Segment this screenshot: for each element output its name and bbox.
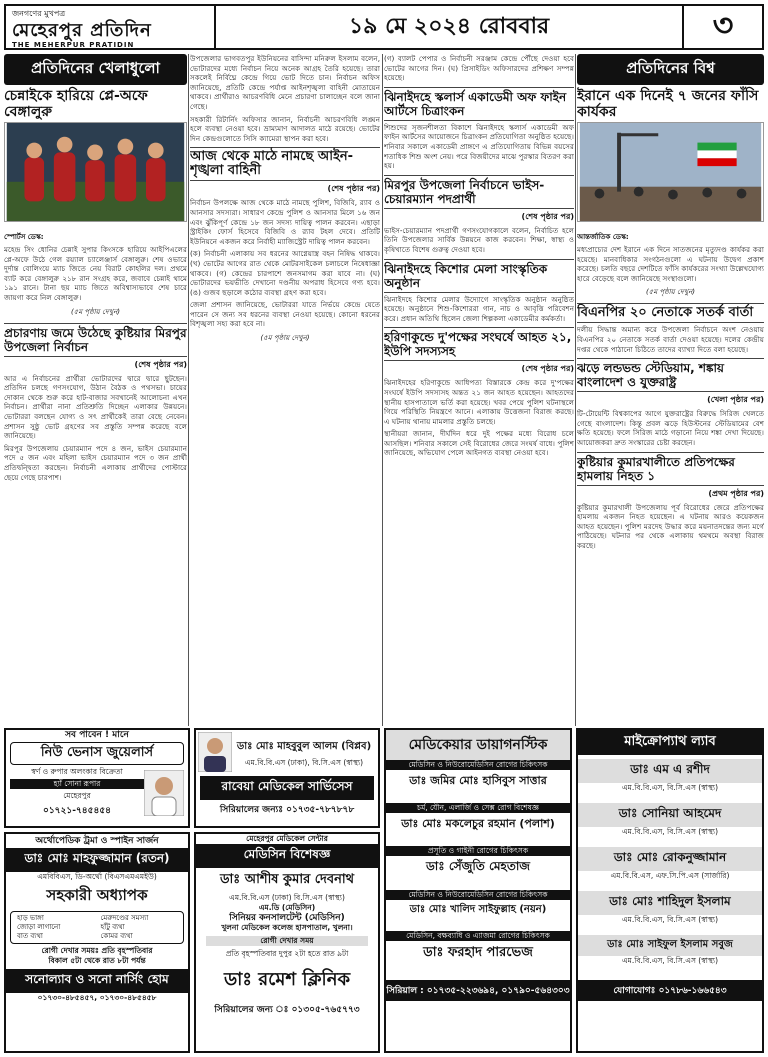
sports-photo-caption: স্পোর্টস ডেস্ক:	[4, 233, 44, 241]
article-continuation-2: সহকারী রিটার্নিং অফিসার জানান, নির্বাচনী আচরণবিধি লঙ্ঘন হলে ব্যবস্থা নেওয়া হবে। ভ্রাম্যমাণ আদালত মাঠে রয়েছে। ভোটের দিন কেন্দ্রগুলোতে সিসি ক্যামেরা স্থাপন করা হবে।	[190, 114, 380, 143]
bnp-headline[interactable]: বিএনপির ২০ নেতাকে সতর্ক বার্তা	[577, 303, 764, 323]
news-column-2	[190, 54, 380, 726]
page-number: ৩	[682, 6, 762, 48]
lab-degree-4: এম.বি.বি.এস, বি.সি.এস (স্বাস্থ্য)	[621, 915, 719, 924]
lab-doctor-1: ডাঃ এম এ রশীদ	[578, 759, 762, 783]
medicine-specialist-ad[interactable]	[194, 832, 380, 1053]
diagnostic-specialty-1: মেডিসিন ও নিউরোমেডিসিন রোগের চিকিৎসক	[386, 760, 570, 770]
iran-headline[interactable]: ইরানে এক দিনেই ৭ জনের ফাঁসি কার্যকর	[577, 88, 759, 120]
masthead	[4, 4, 764, 50]
newspaper-english-name: THE MEHERPUR PRATIDIN	[12, 41, 135, 49]
security-forces-headline[interactable]: আজ থেকে মাঠে নামছে আইন-শৃঙ্খলা বাহিনী	[190, 147, 380, 181]
sports-headline[interactable]: চেন্নাইকে হারিয়ে প্লে-অফে বেঙ্গালুরু	[4, 88, 148, 120]
diagnostic-specialty-2: চর্ম, যৌন, এলার্জি ও সেক্স রোগ বিশেষজ্ঞ	[386, 803, 570, 813]
diagnostic-specialty-3: প্রসূতি ও গাইনী রোগের চিকিৎসক	[386, 846, 570, 856]
iran-crowd-photo	[577, 122, 764, 222]
medicine-specialty: মেডিসিন বিশেষজ্ঞ	[196, 844, 378, 868]
diagnostic-phone: সিরিয়াল : ০১৭৩৫-২২৩৬৯৪, ০১৭৯০-৫৬৪৩০৩	[386, 980, 570, 1001]
news-column-3	[384, 54, 574, 726]
ortho-visit-day: রোগী দেখার সময়ঃ প্রতি বৃহস্পতিবার	[41, 946, 153, 955]
medicare-diagnostic-ad[interactable]	[384, 728, 572, 1053]
article-byline: (প্রথম পৃষ্ঠার পর)	[708, 488, 764, 498]
lab-doctor-4: ডাঃ মোঃ শাহিদুল ইসলাম	[578, 891, 762, 915]
masthead-logo-block	[6, 6, 216, 48]
medicine-degrees: এম.বি.বি.এস (ঢাকা) বি.সি.এস (স্বাস্থ্য)	[229, 893, 345, 902]
ortho-degrees: এমবিবিএস, ডি-অর্থো (বিএসএমএমইউ)	[37, 872, 157, 881]
viplob-degrees: এম.বি.বি.এস (ঢাকা), বি.সি.এস (স্বাস্থ্য)	[244, 757, 364, 767]
newspaper-name: মেহেরপুর প্রতিদিন	[12, 20, 152, 41]
article-continuation: উপজেলার ভাগবতপুর ইউনিয়নের বাসিন্দা মনিরুল ইসলাম বলেন, ভোটারদের মধ্যে নির্বাচন নিয়ে অনেক আগ্রহ তৈরি হয়েছে। তারা সকলেই নির্বিঘ্নে কেন্দ্রে গিয়ে ভোট দিতে চান। নির্বাচন অফিস জানিয়েছে, প্রতিটি কেন্দ্রে পর্যাপ্ত আইনশৃঙ্খলা বাহিনী মোতায়েন থাকবে। প্রার্থীরাও আচরণবিধি মেনে প্রচারণা চালাচ্ছেন বলে জানা গেছে।	[190, 54, 380, 111]
article-byline: (শেষ পৃষ্ঠার পর)	[327, 184, 380, 194]
security-rules-list: (ক) নির্বাচনী এলাকায় সব ধরনের আগ্নেয়াস্ত্র বহন নিষিদ্ধ থাকবে। (খ) ভোটের আগের রাত থেকে মোটরসাইকেল চলাচলে নিষেধাজ্ঞা থাকবে। (গ) কেন্দ্রের চারপাশে জনসমাগম করা যাবে না। (ঘ) ভোটারদের ভয়ভীতি দেখানো দণ্ডনীয় অপরাধ হিসেবে গণ্য হবে। (ঙ) গুজব ছড়ালে কঠোর ব্যবস্থা গ্রহণ করা হবে।	[190, 249, 380, 297]
lab-degree-5: এম.বি.বি.এস, বি.সি.এস (স্বাস্থ্য)	[621, 956, 719, 965]
article-byline: (শেষ পৃষ্ঠার পর)	[521, 364, 574, 374]
lab-degree-1: এম.বি.বি.এস, বি.সি.এস (স্বাস্থ্য)	[621, 783, 719, 792]
sports-section-title: প্রতিদিনের খেলাধুলো	[4, 54, 187, 85]
column-divider	[188, 54, 189, 726]
kumarkhali-article-body: কুষ্টিয়ার কুমারখালী উপজেলায় পূর্ব বিরোধের জেরে প্রতিপক্ষের হামলায় একজন নিহত হয়েছেন। এ ঘটনায় আরও কয়েকজন আহত হয়েছেন। পুলিশ মরদেহ উদ্ধার করে ময়নাতদন্তের জন্য মর্গে পাঠিয়েছে। ঘটনার পর থেকে এলাকায় থমথমে অবস্থা বিরাজ করছে।	[577, 502, 764, 550]
ortho-specialty: অর্থোপেডিক ট্রমা ও স্পাইন সার্জন	[35, 836, 159, 846]
medicine-doctor-name: ডাঃ আশীষ কুমার দেবনাথ	[219, 872, 355, 887]
medicine-post: সিনিয়র কনসালটেন্ট (মেডিসিন)	[229, 913, 345, 923]
stadium-headline[interactable]: ঝড়ে লন্ডভন্ড স্টেডিয়াম, শঙ্কায় বাংলাদেশ ও যুক্তরাষ্ট্র	[577, 358, 764, 392]
service-item: জোড়া লাগানো	[17, 923, 61, 931]
column-divider	[575, 54, 576, 726]
service-item: বাত ব্যথা	[17, 932, 43, 940]
jewellers-tagline: সব পাবেন ! মানে	[65, 730, 129, 740]
security-article-body: নির্বাচন উপলক্ষে আজ থেকে মাঠে নামছে পুলিশ, বিজিবি, র‌্যাব ও আনসার সদস্যরা। সাধারণ কেন্দ্রে পুলিশ ও আনসার মিলে ১৬ জন এবং ঝুঁকিপূর্ণ কেন্দ্রে ১৮ জন সদস্য দায়িত্ব পালন করবেন। এছাড়া স্ট্রাইকিং ফোর্স হিসেবে বিজিবি ও র‌্যাব টহল দেবে। প্রতিটি ইউনিয়নে একজন করে নির্বাহী ম্যাজিস্ট্রেট দায়িত্ব পালন করবেন।	[190, 198, 380, 246]
rabeya-clinic-name: রাবেয়া মেডিকেল সার্ভিসেস	[200, 776, 374, 800]
clash-headline[interactable]: হরিণাকুন্ডে দু'পক্ষের সংঘর্ষে আহত ২১, ইউপি সদস্যসহ	[384, 327, 574, 361]
diagnostic-doctor-4: ডাঃ মোঃ খালিদ সাইফুল্লাহ (নয়ন)	[409, 904, 547, 915]
diagnostic-specialty-5: মেডিসিন, বক্ষব্যাধি ও এ্যাজমা রোগের চিকিৎসক	[386, 931, 570, 941]
continued-note: (৫ম পৃষ্ঠায় দেখুন)	[260, 334, 310, 343]
art-article-body: শিশুদের সৃজনশীলতা বিকাশে ঝিনাইদহে স্কলার্স একাডেমী অফ ফাইন আর্টসের আয়োজনে চিত্রাংকন প্রতিযোগিতা অনুষ্ঠিত হয়েছে। শনিবার সকালে একাডেমী প্রাঙ্গণে এ প্রতিযোগিতায় বিভিন্ন বয়সের শতাধিক শিশু অংশ নেয়। পরে বিজয়ীদের মাঝে পুরস্কার বিতরণ করা হয়।	[384, 122, 574, 171]
orthopedic-ad[interactable]	[4, 832, 190, 1053]
lab-phone: যোগাযোগঃ ০১৭৮৬-১৬৬৫৪৩	[578, 980, 762, 1001]
election-headline[interactable]: প্রচারণায় জমে উঠেছে কুষ্টিয়ার মিরপুর উপজেলা নির্বাচন	[4, 323, 187, 357]
lab-doctor-3: ডাঃ মোঃ রোকনুজ্জামান	[578, 847, 762, 871]
issue-date: ১৯ মে ২০২৪ রোববার	[348, 13, 550, 39]
election-article-body: আর এ নির্বাচনের প্রার্থীরা ভোটারদের দ্বারে দ্বারে ছুটছেন। প্রতিদিন চলছে গণসংযোগ, উঠান বৈঠক ও পথসভা। চায়ের দোকান থেকে শুরু করে হাট-বাজার সবখানেই আলোচনা এখন নির্বাচন। প্রার্থীরা নানা প্রতিশ্রুতি দিচ্ছেন এলাকার উন্নয়নে। ভোটাররা বলছেন যোগ্য ও সৎ প্রার্থীকেই তারা বেছে নেবেন। প্রশাসন সুষ্ঠু ভোট গ্রহণের সব প্রস্তুতি সম্পন্ন করেছে বলে জানিয়েছে।	[4, 373, 187, 441]
medicine-center: মেহেরপুর মেডিকেল সেন্টার	[246, 834, 328, 843]
doctor-portrait-icon	[198, 732, 232, 772]
election-article-body-2: মিরপুর উপজেলায় চেয়ারম্যান পদে ৪ জন, ভাইস চেয়ারম্যান পদে ৫ জন এবং মহিলা ভাইস চেয়ারম্যান পদে ৩ জন প্রার্থী প্রতিদ্বন্দ্বিতা করছেন। নির্বাচনী এলাকায় প্রার্থীদের পোস্টারে ছেয়ে গেছে চারপাশ।	[4, 443, 187, 482]
diagnostic-doctor-3: ডাঃ সেঁজুতি মেহতাজ	[425, 859, 531, 873]
jewellers-location: মেহেরপুর	[63, 791, 91, 800]
ortho-post: সহকারী অধ্যাপক	[46, 886, 148, 904]
owner-portrait-icon	[144, 770, 184, 816]
medicine-md: এম.ডি (মেডিসিন)	[258, 903, 316, 912]
ortho-phone: ০১৭৩০-৪৮৫৪৫৭, ০১৭৩০-৪৮৫৪৫৮	[37, 993, 157, 1002]
advertisements-area	[4, 728, 764, 1053]
medicine-hospital: খুলনা মেডিকেল কলেজ হাসপাতাল, খুলনা।	[221, 923, 353, 932]
diagnostic-doctor-2: ডাঃ মোঃ মকলেচুর রহমান (পলাশ)	[401, 817, 555, 830]
micropath-lab-ad[interactable]	[576, 728, 764, 1053]
world-photo-caption: আন্তর্জাতিক ডেস্ক:	[577, 233, 629, 241]
cricket-team-photo	[4, 122, 187, 222]
medicine-visit-time: প্রতি বৃহস্পতিবার দুপুর ২টা হতে রাত ৯টা	[225, 949, 349, 958]
cultural-article-body: ঝিনাইদহে কিশোর মেলার উদ্যোগে সাংস্কৃতিক অনুষ্ঠান অনুষ্ঠিত হয়েছে। অনুষ্ঠানে শিশু-কিশোররা গান, নাচ ও আবৃত্তি পরিবেশন করে। প্রধান অতিথি ছিলেন জেলা শিল্পকলা একাডেমীর কর্মকর্তা।	[384, 294, 574, 323]
iran-article-body: মধ্যপ্রাচ্যের দেশ ইরানে এক দিনে সাতজনের মৃত্যুদণ্ড কার্যকর করা হয়েছে। মানবাধিকার সংগঠনগুলো এ ঘটনায় উদ্বেগ প্রকাশ করেছে। চলতি বছরে দেশটিতে ফাঁসি কার্যকরের সংখ্যা উল্লেখযোগ্য হারে বেড়েছে বলে জানিয়েছে সংস্থাগুলো।	[577, 245, 764, 283]
viplob-doctor-name: ডাঃ মোঃ মাহবুবুল আলম (বিপ্লব)	[236, 740, 372, 752]
medicine-phone: সিরিয়ালের জন্য ঃ ০১৩০৫-৭৬৫৭৭৩	[214, 1005, 360, 1015]
sports-article-body: মহেন্দ্র সিং ধোনির চেন্নাই সুপার কিংসকে হারিয়ে আইপিএলের প্লে-অফে উঠে গেল রয়্যাল চ্যালেঞ্জার্স বেঙ্গালুরু। শেষ ওভারে দুর্দান্ত বোলিংয়ে ম্যাচ জিতে নেয় বিরাট কোহলির দল। প্রথমে ব্যাট করে বেঙ্গালুরু ২১৮ রান সংগ্রহ করে, জবাবে চেন্নাই থামে ১৯১ রানে। টানা ছয় ম্যাচ জিতে অবিশ্বাস্যভাবে শেষ চারে জায়গা করে নিল বেঙ্গালুরু।	[4, 245, 187, 302]
sports-column	[4, 54, 187, 726]
diagnostic-doctor-5: ডাঃ ফরহাদ পারভেজ	[423, 945, 533, 960]
diagnostic-doctor-1: ডাঃ জমির মোঃ হাসিবুস সাত্তার	[409, 774, 547, 787]
viplob-phone: সিরিয়ালের জন্যঃ ০১৭৩৫-৭৮৭৮৭৮	[219, 805, 355, 815]
service-item: হাঁটু ব্যথা	[100, 923, 125, 931]
jewellers-ad[interactable]	[4, 728, 190, 828]
vice-chairman-headline[interactable]: মিরপুর উপজেলা নির্বাচনে ভাইস-চেয়ারম্যান পদপ্রার্থী	[384, 175, 574, 209]
clash-article-body-2: স্থানীয়রা জানান, দীর্ঘদিন ধরে দুই পক্ষের মধ্যে বিরোধ চলে আসছিল। শনিবার সকালে সেই বিরোধের জেরে সংঘর্ষ বাধে। পুলিশ জানিয়েছে, অভিযোগ পেলে আইনগত ব্যবস্থা নেওয়া হবে।	[384, 429, 574, 458]
article-continuation: (গ) ব্যালট পেপার ও নির্বাচনী সরঞ্জাম কেন্দ্রে পৌঁছে দেওয়া হবে ভোটের আগের দিন। (ঘ) প্রিসাইডিং অফিসারদের প্রশিক্ষণ সম্পন্ন হয়েছে।	[384, 54, 574, 83]
diagnostic-specialty-4: মেডিসিন ও নিউরোমেডিসিন রোগের চিকিৎসক	[386, 890, 570, 900]
continued-note: (৫ম পৃষ্ঠায় দেখুন)	[70, 307, 121, 316]
security-article-body-2: জেলা প্রশাসন জানিয়েছে, ভোটাররা যাতে নির্ভয়ে কেন্দ্রে যেতে পারেন সে জন্য সব ধরনের ব্যবস্থা নেওয়া হয়েছে। কোনো ধরনের বিশৃঙ্খলা সহ্য করা হবে না।	[190, 300, 380, 329]
article-byline: (শেষ পৃষ্ঠার পর)	[521, 211, 574, 221]
art-competition-headline[interactable]: ঝিনাইদহে স্কলার্স একাডেমী অফ ফাইন আর্টসে চিত্রাংকন	[384, 87, 574, 121]
world-column	[577, 54, 764, 726]
lab-doctor-5: ডাঃ মোঃ সাইফুল ইসলাম সবুজ	[578, 935, 762, 956]
masthead-tagline: জনগণের মুখপত্র	[12, 9, 66, 18]
column-divider	[382, 54, 383, 726]
ortho-doctor-name: ডাঃ মোঃ মাহফুজ্জামান (রতন)	[6, 848, 188, 872]
lab-doctor-2: ডাঃ সোনিয়া আহমেদ	[578, 803, 762, 827]
article-byline: (শেষ পৃষ্ঠার পর)	[134, 359, 187, 369]
article-byline: (খেলা পৃষ্ঠার পর)	[707, 395, 764, 405]
ortho-services-list	[10, 911, 184, 944]
jewellers-line-2: হ্যাঁ সোনা রূপার	[10, 779, 144, 789]
medicine-visit-label: রোগী দেখার সময়	[206, 936, 368, 946]
lab-degree-3: এম.বি.বি.এস, এফ.সি.পি.এস (সার্জারি)	[610, 871, 730, 880]
ortho-visit-time: বিকাল ৫টা থেকে রাত ৮টা পর্যন্ত	[48, 956, 146, 965]
vice-chairman-body: ভাইস-চেয়ারম্যান পদপ্রার্থী গণসংযোগকালে বলেন, নির্বাচিত হলে তিনি উপজেলার সার্বিক উন্নয়নে কাজ করবেন। শিক্ষা, স্বাস্থ্য ও কৃষিখাতে বিশেষ গুরুত্ব দেওয়া হবে।	[384, 225, 574, 254]
ramesh-clinic-name: ডাঃ রমেশ ক্লিনিক	[223, 969, 351, 990]
jewellers-name: নিউ ভেনাস জুয়েলার্স	[10, 742, 184, 765]
bnp-article-body: দলীয় সিদ্ধান্ত অমান্য করে উপজেলা নির্বাচনে অংশ নেওয়ায় বিএনপির ২০ নেতাকে সতর্ক বার্তা দেওয়া হয়েছে। দলের কেন্দ্রীয় দপ্তর থেকে পাঠানো চিঠিতে তাদের ব্যাখ্যা দিতে বলা হয়েছে।	[577, 325, 764, 354]
jewellers-line: স্বর্ণ ও রুপার অলংকার বিক্রেতা	[31, 767, 123, 776]
service-item: মেরুদণ্ডের সমস্যা	[100, 914, 149, 922]
lab-degree-2: এম.বি.বি.এস, বি.সি.এস (স্বাস্থ্য)	[621, 827, 719, 836]
service-item: হাড় ভাঙ্গা	[17, 914, 44, 922]
ortho-clinic-name: সনোল্যাব ও সনো নার্সিং হোম	[6, 969, 188, 993]
stadium-article-body: টি-টোয়েন্টি বিশ্বকাপের আগে যুক্তরাষ্ট্রের বিরুদ্ধে সিরিজ খেলতে গেছে বাংলাদেশ। কিন্তু প্রবল ঝড়ে হিউস্টনের স্টেডিয়ামের বেশ ক্ষতি হয়েছে। ফলে সিরিজ মাঠে গড়ানো নিয়ে শঙ্কা দেখা দিয়েছে। আয়োজকরা দ্রুত সংস্কারের চেষ্টা করছেন।	[577, 409, 764, 447]
service-item: কোমর ব্যথা	[100, 932, 133, 940]
kumarkhali-headline[interactable]: কুষ্টিয়ার কুমারখালীতে প্রতিপক্ষের হামলায় নিহত ১	[577, 452, 764, 486]
medical-services-ad[interactable]	[194, 728, 380, 828]
jewellers-phone: ০১৭২১-৭৪৫৪৫৪	[42, 806, 112, 816]
world-section-title: প্রতিদিনের বিশ্ব	[577, 54, 764, 85]
diagnostic-title: মেডিকেয়ার ডায়াগনস্টিক	[386, 730, 570, 760]
clash-article-body: ঝিনাইদহের হরিণাকুন্ডে আধিপত্য বিস্তারকে কেন্দ্র করে দু'পক্ষের সংঘর্ষে ইউপি সদস্যসহ অন্তত ২১ জন আহত হয়েছেন। আহতদের স্থানীয় হাসপাতালে ভর্তি করা হয়েছে। খবর পেয়ে পুলিশ ঘটনাস্থলে গিয়ে পরিস্থিতি নিয়ন্ত্রণে আনে। এলাকায় উত্তেজনা বিরাজ করছে। এ ঘটনায় থানায় মামলার প্রস্তুতি চলছে।	[384, 378, 574, 426]
continued-note: (৫ম পৃষ্ঠায় দেখুন)	[645, 288, 696, 297]
cultural-event-headline[interactable]: ঝিনাইদহে কিশোর মেলা সাংস্কৃতিক অনুষ্ঠান	[384, 259, 574, 293]
lab-title: মাইক্রোপ্যাথ ল্যাব	[578, 730, 762, 755]
